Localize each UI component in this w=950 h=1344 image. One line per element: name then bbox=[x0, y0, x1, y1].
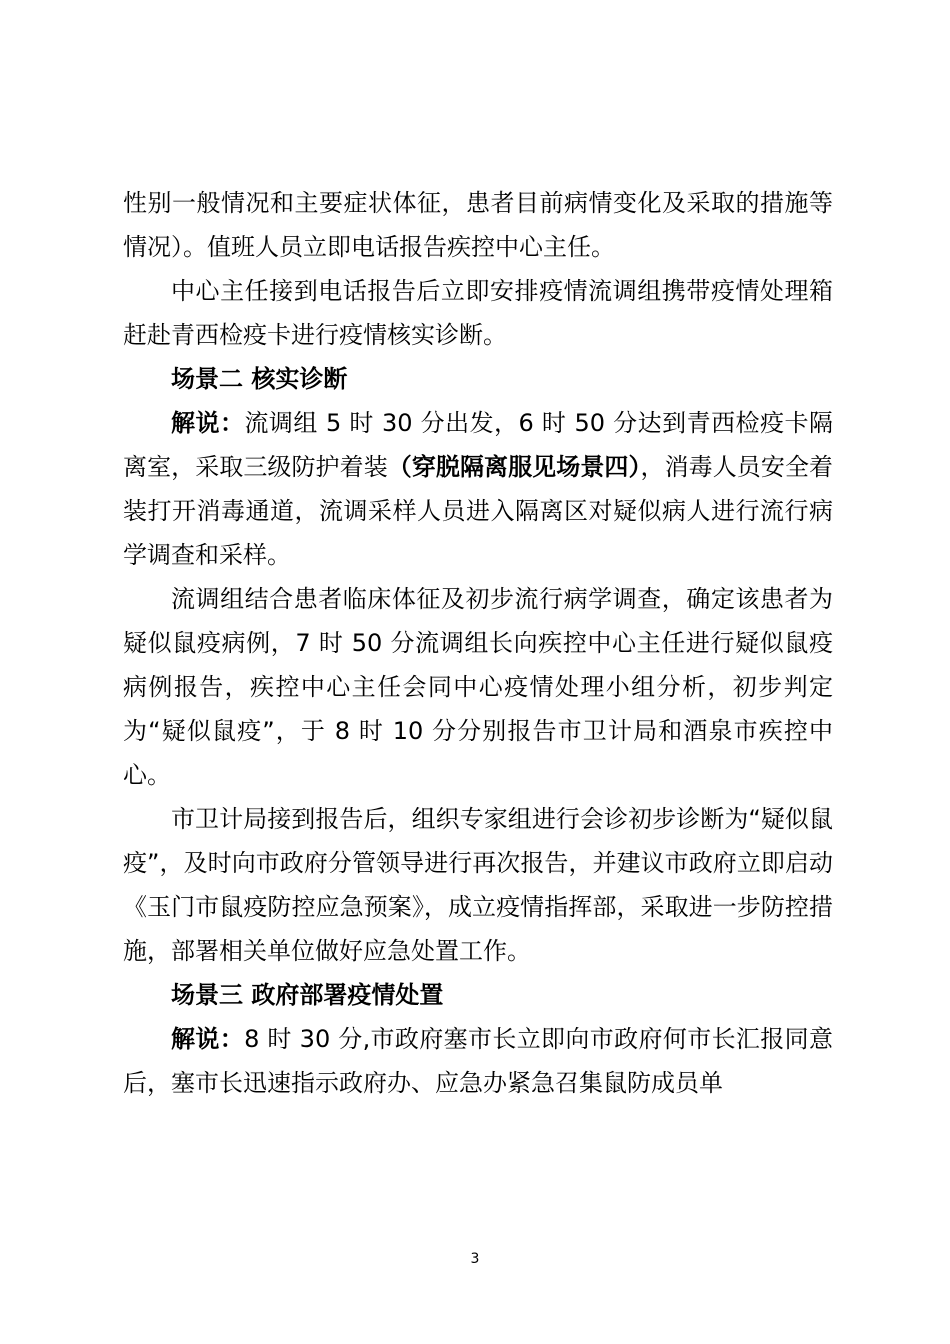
narration-label: 解说： bbox=[171, 1025, 245, 1053]
narration-text-b: ，消毒人员安全着装打开消毒通道，流调采样人员进入隔离区对疑似病人进行流行病学调查和采样。 bbox=[123, 453, 834, 569]
narration-text-a: 流调组 5 时 30 分出发，6 时 50 分达到青西检疫卡隔离室，采取三级防护着装 bbox=[123, 409, 833, 481]
paragraph-continuation: 性别一般情况和主要症状体征，患者目前病情变化及采取的措施等情况）。值班人员立即电话报告疾控中心主任。 bbox=[123, 189, 833, 261]
paragraph-scene-three-narration bbox=[123, 1017, 833, 1105]
scene-two-heading: 场景二 核实诊断 bbox=[171, 365, 348, 393]
paragraph-preliminary-judgment: 流调组结合患者临床体征及初步流行病学调查，确定该患者为疑似鼠疫病例，7 时 50 分流调组长向疾控中心主任进行疑似鼠疫病例报告，疾控中心主任会同中心疫情处理小组分析，初步判定为“疑似鼠疫”，于 8 时 10 分分别报告市卫计局和酒泉市疾控中心。 bbox=[123, 585, 833, 789]
narration-label: 解说： bbox=[171, 409, 245, 437]
document-body bbox=[123, 181, 833, 1105]
page-number: 3 bbox=[470, 1251, 480, 1267]
narration-bold-note: （穿脱隔离服见场景四） bbox=[387, 453, 641, 481]
paragraph-director-dispatch: 中心主任接到电话报告后立即安排疫情流调组携带疫情处理箱赶赴青西检疫卡进行疫情核实诊断。 bbox=[123, 277, 833, 349]
scene-three-heading: 场景三 政府部署疫情处置 bbox=[171, 981, 444, 1009]
narration-text: 8 时 30 分,市政府塞市长立即向市政府何市长汇报同意后，塞市长迅速指示政府办、应急办紧急召集鼠防成员单 bbox=[123, 1025, 833, 1097]
paragraph-scene-two-narration bbox=[123, 401, 833, 577]
paragraph-health-bureau: 市卫计局接到报告后，组织专家组进行会诊初步诊断为“疑似鼠疫”，及时向市政府分管领导进行再次报告，并建议市政府立即启动《玉门市鼠疫防控应急预案》，成立疫情指挥部，采取进一步防控措施，部署相关单位做好应急处置工作。 bbox=[123, 805, 833, 965]
